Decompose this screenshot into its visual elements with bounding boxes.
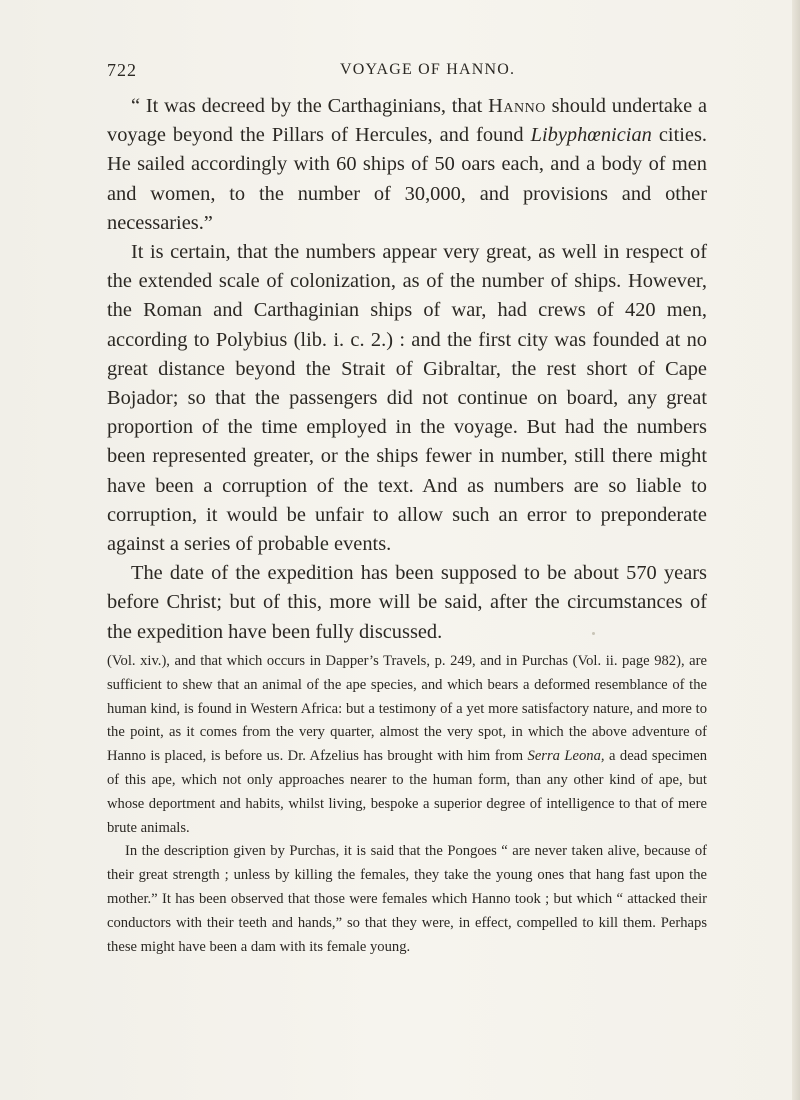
paragraph-numbers: It is certain, that the numbers appear very great, as well in respect of the extended scale of colonization, as of the number of ships. However, the Roman and Carthaginian ships of war, had crews of 420 men, according to Polybius (lib. i. c. 2.) : and the first city was founded at no great distance beyond the Strait of Gibraltar, the rest short of Cape Bojador; so that the passengers did not continue on board, any great proportion of the time employed in the voyage. But had the numbers been represented greater, or the ships fewer in number, still there might have been a corruption of the text. And as numbers are so liable to corruption, it would be unfair to allow such an error to preponderate against a series of probable events.	[107, 241, 707, 556]
hanno-name: Hanno	[488, 95, 546, 117]
footnote-block	[107, 650, 707, 959]
page-edge-shadow	[792, 0, 800, 1100]
serra-leona-term: Serra Leona,	[527, 748, 605, 765]
page-number: 722	[107, 60, 137, 80]
footnote-text-end: a dead specimen of this ape, which not only approaches nearer to the human form, than any other kind of ape, but whose deportment and habits, whilst living, bespoke a superior degree of intelligence to that of mere brute animals.	[107, 748, 707, 836]
paragraph-date: The date of the expedition has been supposed to be about 570 years before Christ; but of this, more will be said, after the circumstances of the expedition have been fully discussed.	[107, 562, 707, 643]
quote-text-start: “ It was decreed by the Carthaginians, that	[131, 95, 489, 117]
quote-text-middle: should undertake a voyage beyond the Pillars of Hercules, and found	[107, 95, 707, 147]
main-text	[107, 92, 707, 647]
footnote-paragraph-2: In the description given by Purchas, it is said that the Pongoes “ are never taken alive, because of their great strength ; unless by killing the females, they take the young ones that hang fast upon the mother.” It has been observed that those were females which Hanno took ; but which “ attacked their conductors with their teeth and hands,” so that they were, in effect, compelled to kill them. Perhaps these might have been a dam with its female young.	[107, 843, 707, 955]
ink-speck	[592, 632, 595, 635]
quote-text-end: cities. He sailed accordingly with 60 ships of 50 oars each, and a body of men and women, to the number of 30,000, and provisions and other necessaries.”	[107, 124, 707, 234]
paragraph-quote	[107, 92, 707, 238]
footnote-text-start: (Vol. xiv.), and that which occurs in Dapper’s Travels, p. 249, and in Purchas (Vol. ii. page 982), are sufficient to shew that an animal of the ape species, and which bears a deformed resemblance of the human kind, is found in Western Africa: but a testimony of a yet more satisfactory nature, and more to the point, as it comes from the very quarter, almost the very spot, in which the above adventure of Hanno is placed, is before us. Dr. Afzelius has brought with him from	[107, 653, 707, 765]
page-header	[0, 60, 800, 84]
running-title: VOYAGE OF HANNO.	[340, 61, 516, 78]
libyphoenician-term: Libyphœnician	[530, 124, 652, 147]
footnote-paragraph-1	[107, 650, 707, 840]
